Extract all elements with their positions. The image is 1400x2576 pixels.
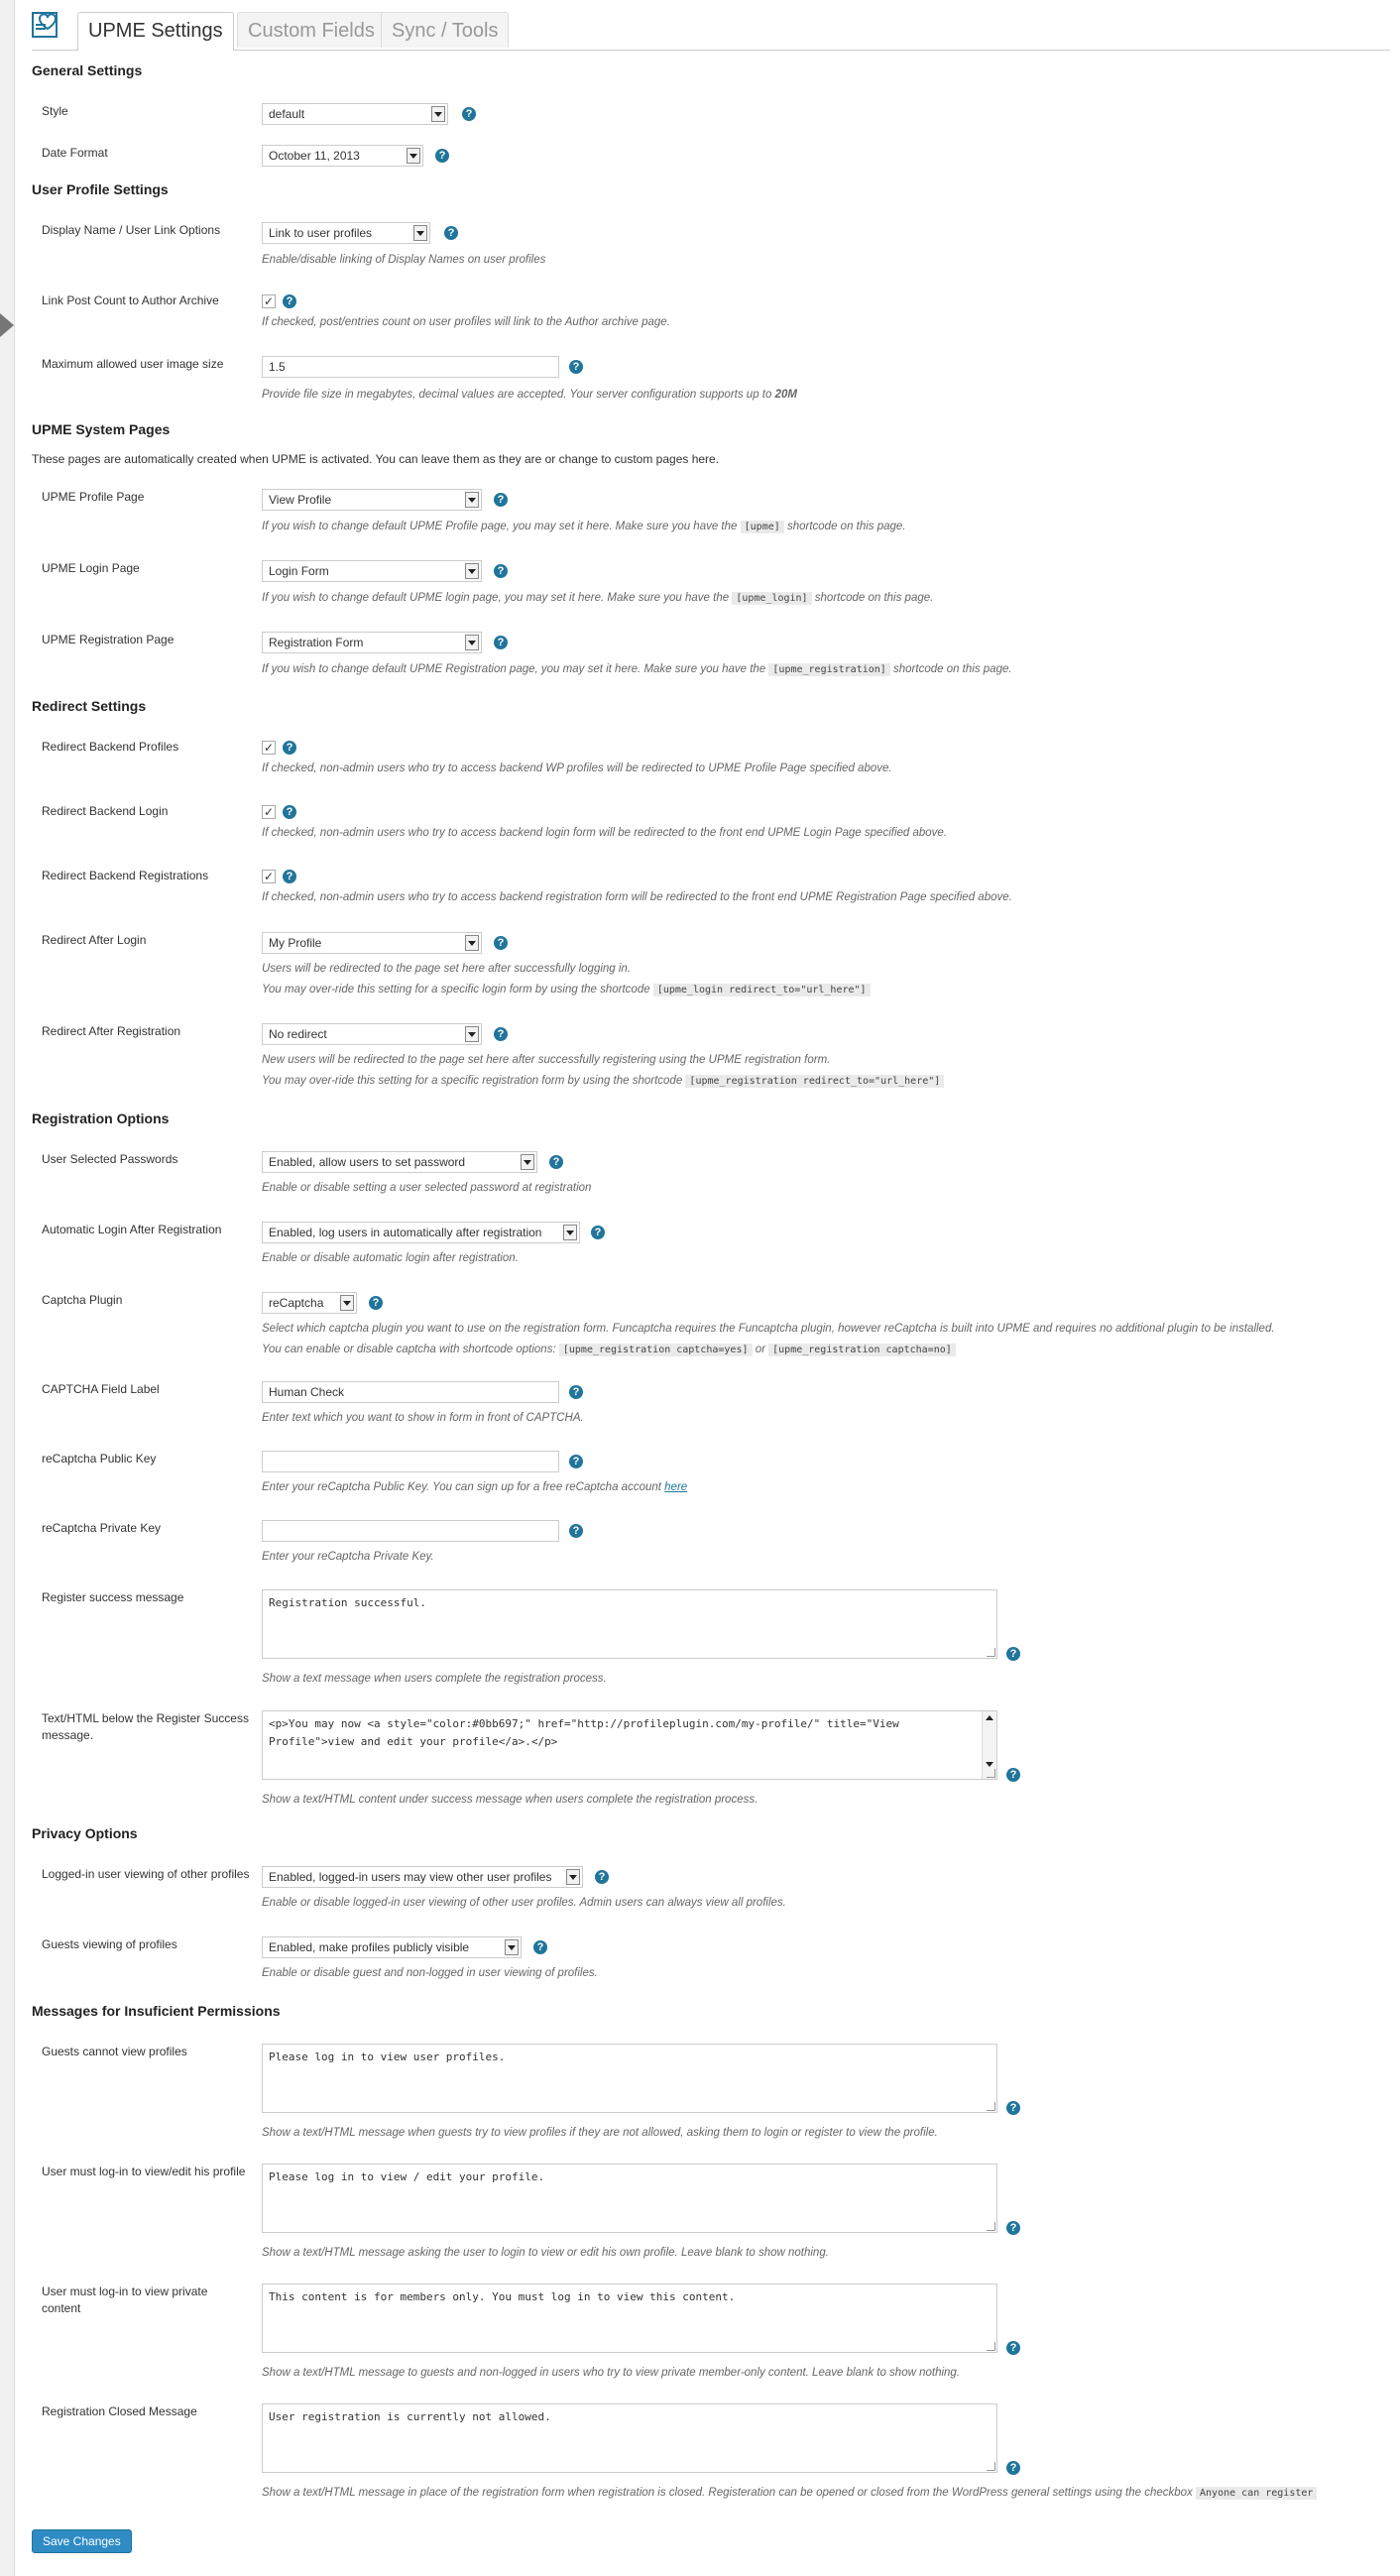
help-icon[interactable]: ? — [494, 936, 508, 950]
must-login-edit-textarea[interactable]: Please log in to view / edit your profile. — [262, 2164, 997, 2233]
field-description: Show a text/HTML content under success message when users complete the registration process. — [262, 1794, 758, 1806]
field-label: Automatic Login After Registration — [42, 1223, 222, 1236]
field-label: Text/HTML below the Register Success message. — [42, 1711, 249, 1742]
help-icon[interactable]: ? — [435, 149, 449, 163]
field-label: UPME Login Page — [42, 561, 140, 575]
help-icon[interactable]: ? — [494, 636, 508, 649]
chevron-down-icon — [465, 935, 479, 951]
chevron-down-icon — [566, 1869, 580, 1885]
resize-grip-icon[interactable] — [987, 2462, 995, 2471]
field-description: If you wish to change default UPME login page, you may set it here. Make sure you have the [upme_login] shortcode on this page. — [262, 592, 934, 604]
help-icon[interactable]: ? — [533, 1940, 547, 1954]
section-heading-general: General Settings — [32, 62, 143, 78]
help-icon[interactable]: ? — [569, 1455, 583, 1468]
register-success-textarea[interactable]: Registration successful. — [262, 1589, 997, 1659]
tab-bar — [32, 0, 1390, 51]
help-icon[interactable]: ? — [1006, 2461, 1020, 2475]
field-label: Guests viewing of profiles — [42, 1937, 177, 1951]
help-icon[interactable]: ? — [494, 1027, 508, 1041]
recaptcha-public-key-input[interactable] — [262, 1451, 559, 1472]
help-icon[interactable]: ? — [1006, 1647, 1020, 1661]
field-description: Show a text/HTML message to guests and non-logged in users who try to view private member-only content. Leave blank to show nothing. — [262, 2367, 961, 2379]
section-description: These pages are automatically created when UPME is activated. You can leave them as they are or change to custom pages here. — [32, 452, 720, 466]
field-label: Maximum allowed user image size — [42, 357, 224, 371]
field-description: If you wish to change default UPME Registration page, you may set it here. Make sure you have the [upme_registration] shortcode on this page. — [262, 663, 1012, 675]
field-label: reCaptcha Public Key — [42, 1452, 157, 1465]
section-heading-privacy: Privacy Options — [32, 1825, 138, 1841]
redirect-after-login-select[interactable]: My Profile — [262, 932, 482, 954]
field-label: Registration Closed Message — [42, 2404, 197, 2418]
help-icon[interactable]: ? — [569, 1524, 583, 1538]
field-description: Show a text/HTML message when guests try to view profiles if they are not allowed, asking them to login or register to view the profile. — [262, 2127, 938, 2139]
registration-page-select[interactable]: Registration Form — [262, 632, 482, 653]
field-description: Show a text/HTML message in place of the registration form when registration is closed. Registeration can be opened or closed from the WordPress general settings using the checkbox Anyone can register — [262, 2483, 1317, 2504]
field-description: Enter text which you want to show in form in front of CAPTCHA. — [262, 1412, 584, 1424]
date-format-select[interactable]: October 11, 2013 — [262, 145, 423, 167]
profile-page-select[interactable]: View Profile — [262, 489, 482, 511]
recaptcha-private-key-input[interactable] — [262, 1520, 559, 1542]
field-description: Enable or disable automatic login after registration. — [262, 1252, 519, 1264]
field-description: Enable or disable setting a user selected password at registration — [262, 1182, 592, 1194]
field-description: If checked, post/entries count on user profiles will link to the Author archive page. — [262, 316, 670, 328]
chevron-down-icon — [413, 225, 427, 241]
help-icon[interactable]: ? — [283, 805, 296, 819]
section-heading-system-pages: UPME System Pages — [32, 421, 171, 437]
field-label: Register success message — [42, 1590, 184, 1604]
menu-arrow-icon — [0, 313, 14, 337]
field-description: If checked, non-admin users who try to access backend registration form will be redirected to the front end UPME Registration Page specified above. — [262, 891, 1012, 903]
help-icon[interactable]: ? — [549, 1155, 563, 1169]
help-icon[interactable]: ? — [1006, 2101, 1020, 2115]
field-label: Redirect Backend Profiles — [42, 740, 179, 754]
field-description: Enable or disable logged-in user viewing of other user profiles. Admin users can always view all profiles. — [262, 1897, 786, 1909]
save-changes-button[interactable]: Save Changes — [32, 2529, 132, 2553]
user-passwords-select[interactable]: Enabled, allow users to set password — [262, 1151, 537, 1173]
help-icon[interactable]: ? — [569, 360, 583, 374]
resize-grip-icon[interactable] — [987, 2222, 995, 2231]
login-page-select[interactable]: Login Form — [262, 560, 482, 582]
field-label: Redirect Backend Login — [42, 804, 169, 818]
field-label: User must log-in to view/edit his profile — [42, 2165, 246, 2178]
tab-sync-tools[interactable]: Sync / Tools — [381, 12, 509, 48]
chevron-down-icon — [431, 106, 445, 122]
help-icon[interactable]: ? — [1006, 2221, 1020, 2235]
chevron-down-icon — [505, 1939, 519, 1955]
field-description: Show a text/HTML message asking the user to login to view or edit his own profile. Leave blank to show nothing. — [262, 2247, 829, 2259]
help-icon[interactable]: ? — [1006, 2341, 1020, 2355]
field-label: User Selected Passwords — [42, 1152, 178, 1166]
chevron-down-icon — [340, 1295, 354, 1311]
redirect-after-registration-select[interactable]: No redirect — [262, 1023, 482, 1045]
redirect-backend-profiles-checkbox[interactable]: ✓ — [263, 741, 275, 755]
field-label: Style — [42, 104, 68, 118]
tab-custom-fields[interactable]: Custom Fields — [237, 12, 386, 48]
guests-viewing-select[interactable]: Enabled, make profiles publicly visible — [262, 1936, 522, 1958]
help-icon[interactable]: ? — [595, 1870, 609, 1884]
section-heading-user-profile: User Profile Settings — [32, 181, 169, 197]
chevron-down-icon — [465, 1026, 479, 1042]
admin-sidebar-edge — [0, 0, 15, 2576]
field-label: Logged-in user viewing of other profiles — [42, 1867, 250, 1881]
help-icon[interactable]: ? — [1006, 1768, 1020, 1782]
chevron-down-icon — [521, 1154, 534, 1170]
field-description: Show a text message when users complete the registration process. — [262, 1673, 607, 1685]
field-description: New users will be redirected to the page set here after successfully registering using the UPME registration form. — [262, 1054, 831, 1066]
section-heading-redirect: Redirect Settings — [32, 698, 147, 714]
chevron-down-icon — [465, 635, 479, 650]
help-icon[interactable]: ? — [283, 870, 296, 883]
field-label: UPME Registration Page — [42, 633, 175, 646]
settings-page — [32, 0, 1390, 2548]
help-icon[interactable]: ? — [591, 1226, 605, 1239]
field-label: User must log-in to view private content — [42, 2284, 208, 2315]
field-label: Link Post Count to Author Archive — [42, 293, 219, 307]
field-description: Enable or disable guest and non-logged in user viewing of profiles. — [262, 1967, 598, 1979]
guests-cannot-view-textarea[interactable]: Please log in to view user profiles. — [262, 2044, 997, 2113]
section-heading-messages: Messages for Insuficient Permissions — [32, 2003, 281, 2019]
field-label: Redirect After Login — [42, 933, 147, 947]
max-image-size-input[interactable]: 1.5 — [262, 356, 559, 378]
field-description: Enter your reCaptcha Public Key. You can sign up for a free reCaptcha account here — [262, 1481, 688, 1493]
help-icon[interactable]: ? — [283, 294, 296, 308]
field-label: Captcha Plugin — [42, 1293, 123, 1307]
field-description: Enable/disable linking of Display Names on user profiles — [262, 254, 546, 266]
field-label: CAPTCHA Field Label — [42, 1382, 160, 1396]
help-icon[interactable]: ? — [369, 1296, 383, 1310]
field-label: Redirect Backend Registrations — [42, 869, 209, 882]
field-description: You may over-ride this setting for a specific login form by using the shortcode [upme_login redirect_to="url_here"] — [262, 980, 871, 1000]
redirect-backend-login-checkbox[interactable]: ✓ — [263, 805, 275, 819]
field-description: Select which captcha plugin you want to use on the registration form. Funcaptcha requires the Funcaptcha plugin, however reCaptcha is built into UPME and requires no additional plugin to be installed. — [262, 1323, 1275, 1335]
signup-link[interactable]: here — [664, 1481, 688, 1493]
field-label: UPME Profile Page — [42, 490, 145, 504]
register-success-html-textarea[interactable]: <p>You may now <a style="color:#0bb697;" href="http://profileplugin.com/my-profile/" title="View Profile">view and edit your profile</a>.</p> — [262, 1710, 997, 1780]
help-icon[interactable]: ? — [444, 226, 458, 240]
help-icon[interactable]: ? — [494, 564, 508, 578]
chevron-down-icon — [465, 492, 479, 508]
resize-grip-icon[interactable] — [987, 1648, 995, 1657]
chevron-down-icon — [465, 563, 479, 579]
resize-grip-icon[interactable] — [987, 1769, 995, 1778]
captcha-plugin-select[interactable]: reCaptcha — [262, 1292, 357, 1314]
field-label: Display Name / User Link Options — [42, 223, 221, 237]
upme-logo-icon — [32, 10, 63, 40]
auto-login-select[interactable]: Enabled, log users in automatically after registration — [262, 1222, 580, 1243]
captcha-label-input[interactable]: Human Check — [262, 1381, 559, 1403]
field-description: Users will be redirected to the page set here after successfully logging in. — [262, 963, 632, 975]
link-post-count-checkbox[interactable]: ✓ — [263, 294, 275, 308]
help-icon[interactable]: ? — [569, 1385, 583, 1399]
field-description: Enter your reCaptcha Private Key. — [262, 1551, 434, 1563]
display-name-select[interactable]: Link to user profiles — [262, 222, 430, 244]
field-description: You can enable or disable captcha with shortcode options: [upme_registration captcha=yes] or [upme_registration captcha=no] — [262, 1340, 956, 1360]
field-label: reCaptcha Private Key — [42, 1521, 162, 1535]
help-icon[interactable]: ? — [283, 741, 296, 755]
field-description: If checked, non-admin users who try to access backend WP profiles will be redirected to UPME Profile Page specified above. — [262, 762, 892, 774]
logged-in-viewing-select[interactable]: Enabled, logged-in users may view other user profiles — [262, 1866, 583, 1888]
redirect-backend-registrations-checkbox[interactable]: ✓ — [263, 870, 275, 883]
field-label: Guests cannot view profiles — [42, 2045, 187, 2058]
chevron-down-icon — [563, 1225, 577, 1240]
registration-closed-textarea[interactable]: User registration is currently not allowed. — [262, 2403, 997, 2473]
resize-grip-icon[interactable] — [987, 2342, 995, 2351]
field-description: If you wish to change default UPME Profile page, you may set it here. Make sure you have the [upme] shortcode on this page. — [262, 521, 906, 532]
help-icon[interactable]: ? — [462, 107, 476, 121]
resize-grip-icon[interactable] — [987, 2102, 995, 2111]
style-select[interactable]: default — [262, 103, 448, 125]
field-description: If checked, non-admin users who try to access backend login form will be redirected to the front end UPME Login Page specified above. — [262, 827, 948, 839]
section-heading-registration: Registration Options — [32, 1111, 170, 1126]
help-icon[interactable]: ? — [494, 493, 508, 507]
field-label: Date Format — [42, 146, 108, 160]
tab-upme-settings[interactable]: UPME Settings — [77, 12, 234, 51]
field-label: Redirect After Registration — [42, 1024, 181, 1038]
field-description: Provide file size in megabytes, decimal values are accepted. Your server configuration supports up to 20M — [262, 389, 797, 401]
chevron-down-icon — [407, 148, 420, 164]
field-description: You may over-ride this setting for a specific registration form by using the shortcode [upme_registration redirect_to="url_here"] — [262, 1071, 944, 1092]
must-login-private-textarea[interactable]: This content is for members only. You must log in to view this content. — [262, 2283, 997, 2353]
